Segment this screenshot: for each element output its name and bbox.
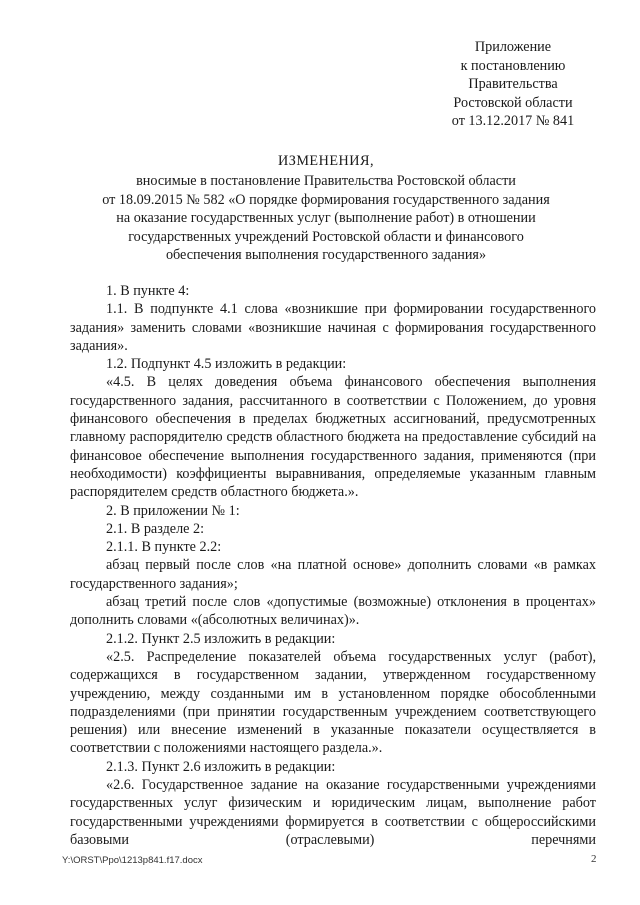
paragraph: «4.5. В целях доведения объема финансового обеспечения выполнения государственного задания, рассчитанного в соответствии с Положением, до уровня финансового обеспечения в пределах бюджетных ассигнований, предусмотренных главному распорядителю средств областного бюджета на предоставление субсидий на финансовое обеспечение выполнения государственного задания, применяются (при необходимости) коэффициенты выравнивания, определяемые указанным главным распорядителем средств областного бюджета.». [70,374,596,501]
paragraph: «2.6. Государственное задание на оказание государственными учреждениями государственных услуг физическим и юридическим лицам, выполнение работ государственными учреждениями формируется в соответствии с общероссийскими базовыми (отраслевыми) перечнями [70,777,596,848]
annex-line: от 13.12.2017 № 841 [451,113,575,130]
title-line: государственных учреждений Ростовской области и финансового [128,228,524,245]
document-body [70,282,596,848]
title-line: обеспечения выполнения государственного задания» [165,247,487,264]
paragraph: 1. В пункте 4: [106,283,190,299]
annex-header [418,38,608,131]
footer-file-path: Y:\ORST\Ppo\1213p841.f17.docx [62,855,203,866]
annex-line: к постановлению [460,57,566,74]
paragraph: абзац первый после слов «на платной основе» дополнить словами «в рамках государственного задания»; [70,557,596,592]
annex-line: Ростовской области [453,94,573,111]
paragraph: 1.1. В подпункте 4.1 слова «возникшие при формировании государственного задания» заменить словами «возникшие начиная с формирования государственного задания». [70,301,596,354]
annex-line: Приложение [474,39,552,55]
paragraph: абзац третий после слов «допустимые (возможные) отклонения в процентах» дополнить словами «(абсолютных величинах)». [70,594,596,629]
document-title [62,152,590,264]
annex-line: Правительства [468,76,558,93]
paragraph: 2.1.1. В пункте 2.2: [106,539,222,556]
title-line: на оказание государственных услуг (выполнение работ) в отношении [116,210,536,227]
paragraph: 1.2. Подпункт 4.5 изложить в редакции: [106,356,347,373]
title-line: вносимые в постановление Правительства Ростовской области [136,173,516,190]
page-number: 2 [591,853,597,865]
paragraph: «2.5. Распределение показателей объема государственных услуг (работ), содержащихся в государственном задании, утвержденном государственному учреждению, между созданными им в установленном порядке обособленными подразделениями (при принятии государственным учреждением соответствующего решения) или внесение изменений в указанные показатели осуществляется в соответствии с положениями настоящего раздела.». [70,648,596,757]
title-heading: ИЗМЕНЕНИЯ, [277,153,375,169]
paragraph: 2.1.3. Пункт 2.6 изложить в редакции: [106,758,336,775]
paragraph: 2.1. В разделе 2: [106,520,205,537]
paragraph: 2. В приложении № 1: [106,502,240,519]
title-line: от 18.09.2015 № 582 «О порядке формирования государственного задания [102,191,550,208]
paragraph: 2.1.2. Пункт 2.5 изложить в редакции: [106,630,336,647]
